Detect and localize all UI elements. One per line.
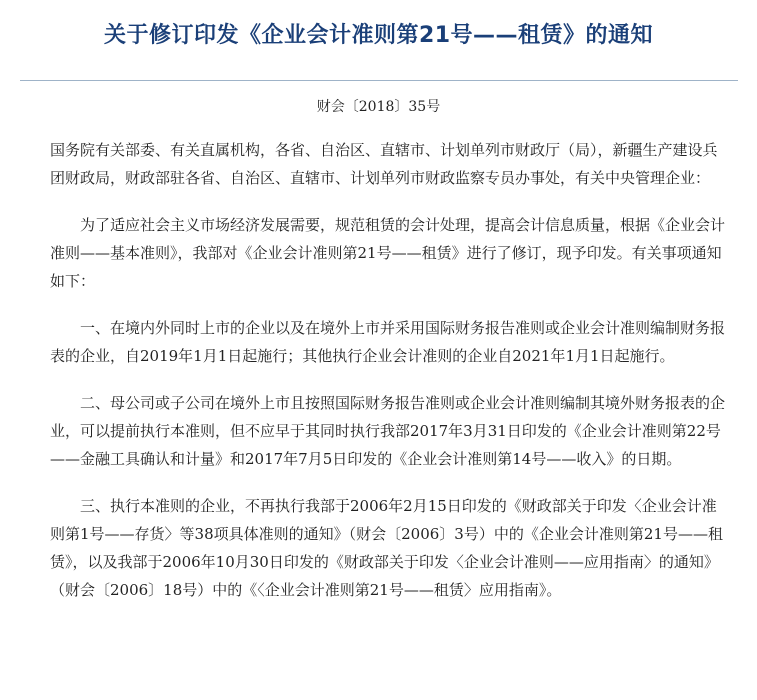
document-body	[50, 136, 730, 623]
item-1-paragraph: 一、在境内外同时上市的企业以及在境外上市并采用国际财务报告准则或企业会计准则编制财务报表的企业，自2019年1月1日起施行；其他执行企业会计准则的企业自2021年1月1日起施行。	[50, 319, 726, 365]
item-2-paragraph: 二、母公司或子公司在境外上市且按照国际财务报告准则或企业会计准则编制其境外财务报表的企业，可以提前执行本准则，但不应早于其同时执行我部2017年3月31日印发的《企业会计准则第22号——金融工具确认和计量》和2017年7月5日印发的《企业会计准则第14号——收入》的日期。	[50, 394, 726, 468]
addressee-paragraph: 国务院有关部委、有关直属机构，各省、自治区、直辖市、计划单列市财政厅（局），新疆生产建设兵团财政局，财政部驻各省、自治区、直辖市、计划单列市财政监察专员办事处，有关中央管理企业：	[50, 141, 718, 187]
document-number: 财会〔2018〕35号	[316, 99, 441, 115]
document-title: 关于修订印发《企业会计准则第21号——租赁》的通知	[103, 23, 654, 48]
title-divider	[20, 80, 738, 81]
intro-paragraph: 为了适应社会主义市场经济发展需要，规范租赁的会计处理，提高会计信息质量，根据《企业会计准则——基本准则》，我部对《企业会计准则第21号——租赁》进行了修订，现予印发。有关事项通知如下：	[50, 216, 726, 290]
item-3-paragraph: 三、执行本准则的企业，不再执行我部于2006年2月15日印发的《财政部关于印发〈企业会计准则第1号——存货〉等38项具体准则的通知》（财会〔2006〕3号）中的《企业会计准则第21号——租赁》，以及我部于2006年10月30日印发的《财政部关于印发〈企业会计准则——应用指南〉的通知》（财会〔2006〕18号）中的《〈企业会计准则第21号——租赁〉应用指南》。	[50, 497, 723, 599]
